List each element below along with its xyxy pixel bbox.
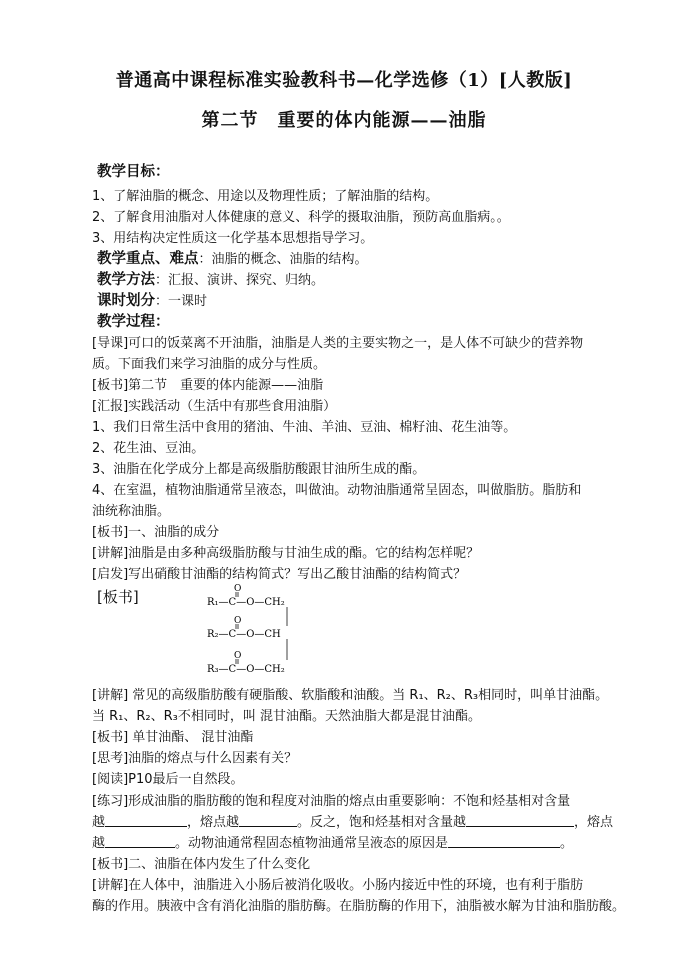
oxygen-label: O (234, 584, 242, 594)
read-text: [阅读]P10最后一自然段。 (92, 772, 244, 787)
exercise-fragment: 越 (92, 836, 106, 851)
glyceride-formula (205, 580, 325, 680)
lecture-text: [讲解] 常见的高级脂肪酸有硬脂酸、软脂酸和油酸。当 R₁、R₂、R₃相同时，叫单甘油酯。 (92, 688, 609, 703)
answer-blank[interactable] (466, 814, 574, 827)
lecture-text: [讲解]在人体中，油脂进入小肠后被消化吸收。小肠内接近中性的环境，也有利于脂肪 (92, 878, 584, 893)
exercise-fragment: 。动物油通常程固态植物油通常呈液态的原因是 (175, 836, 449, 851)
intro-text: 质。下面我们来学习油脂的成分与性质。 (92, 357, 327, 372)
hours-label: 课时划分 (97, 293, 155, 309)
objective-item: 3、用结构决定性质这一化学基本思想指导学习。 (92, 231, 374, 246)
board-note: [板书] 单甘油酯、 混甘油酯 (92, 730, 254, 745)
report-item: 3、油脂在化学成分上都是高级脂肪酸跟甘油所生成的酯。 (92, 462, 426, 477)
exercise-fragment: 越 (92, 815, 106, 830)
intro-text: [导课]可口的饭菜离不开油脂，油脂是人类的主要实物之一，是人体不可缺少的营养物 (92, 336, 584, 351)
hours (97, 289, 207, 310)
r1-group: R₁—C—O—CH₂ (207, 597, 285, 608)
inspire-text: [启发]写出硝酸甘油酯的结构简式？写出乙酸甘油酯的结构简式？ (92, 567, 467, 582)
answer-blank[interactable] (105, 814, 187, 827)
section-title: 第二节 重要的体内能源——油脂 (201, 110, 487, 131)
r3-group: R₃—C—O—CH₂ (207, 664, 285, 675)
report-item: 4、在室温，植物油脂通常呈液态，叫做油。动物油脂通常呈固态，叫做脂肪。脂肪和 (92, 483, 582, 498)
exercise-fragment: ，熔点 (574, 815, 614, 830)
hours-text: ：一课时 (155, 294, 208, 309)
answer-blank[interactable] (239, 814, 297, 827)
lecture-text: [讲解]油脂是由多种高级脂肪酸与甘油生成的酯。它的结构怎样呢？ (92, 546, 480, 561)
document-title: 普通高中课程标准实验教科书—化学选修（1）[人教版] (115, 70, 573, 91)
think-text: [思考]油脂的熔点与什么因素有关？ (92, 751, 298, 766)
objective-item: 1、了解油脂的概念、用途以及物理性质；了解油脂的结构。 (92, 189, 439, 204)
objectives-heading: 教学目标： (97, 164, 170, 180)
oxygen-label: O (234, 651, 242, 661)
exercise-fragment: 。反之，饱和烃基相对含量越 (297, 815, 467, 830)
exercise-fill-line (92, 811, 613, 830)
key-points-text: ：油脂的概念、油脂的结构。 (198, 252, 368, 267)
board-note: [板书]一、油脂的成分 (92, 525, 220, 540)
answer-blank[interactable] (105, 835, 175, 848)
exercise-fill-line (92, 832, 573, 851)
oxygen-label: O (234, 616, 242, 626)
methods-text: ：汇报、演讲、探究、归纳。 (155, 273, 325, 288)
report-text: [汇报]实践活动（生活中有那些食用油脂） (92, 399, 337, 414)
report-item: 1、我们日常生活中食用的猪油、牛油、羊油、豆油、棉籽油、花生油等。 (92, 420, 517, 435)
methods-label: 教学方法 (97, 272, 155, 288)
lecture-text: 当 R₁、R₂、R₃不相同时，叫 混甘油酯。天然油脂大都是混甘油酯。 (92, 709, 481, 724)
exercise-fragment: ，熔点越 (187, 815, 240, 830)
board-note: [板书]二、油脂在体内发生了什么变化 (92, 857, 311, 872)
r2-group: R₂—C—O—CH (207, 629, 281, 640)
answer-blank[interactable] (448, 835, 560, 848)
methods (97, 268, 324, 289)
process-heading: 教学过程： (97, 314, 170, 330)
board-note: [板书] (97, 588, 139, 606)
report-item: 2、花生油、豆油。 (92, 441, 205, 456)
key-points (97, 247, 368, 268)
board-note: [板书]第二节 重要的体内能源——油脂 (92, 378, 324, 393)
lecture-text: 酶的作用。胰液中含有消化油脂的脂肪酶。在脂肪酶的作用下，油脂被水解为甘油和脂肪酸。 (92, 899, 626, 914)
exercise-text: [练习]形成油脂的脂肪酸的饱和程度对油脂的熔点由重要影响：不饱和烃基相对含量 (92, 794, 571, 809)
objective-item: 2、了解食用油脂对人体健康的意义、科学的摄取油脂，预防高血脂病。。 (92, 210, 510, 225)
key-points-label: 教学重点、难点 (97, 251, 199, 267)
report-item: 油统称油脂。 (92, 504, 171, 519)
exercise-fragment: 。 (560, 836, 574, 851)
